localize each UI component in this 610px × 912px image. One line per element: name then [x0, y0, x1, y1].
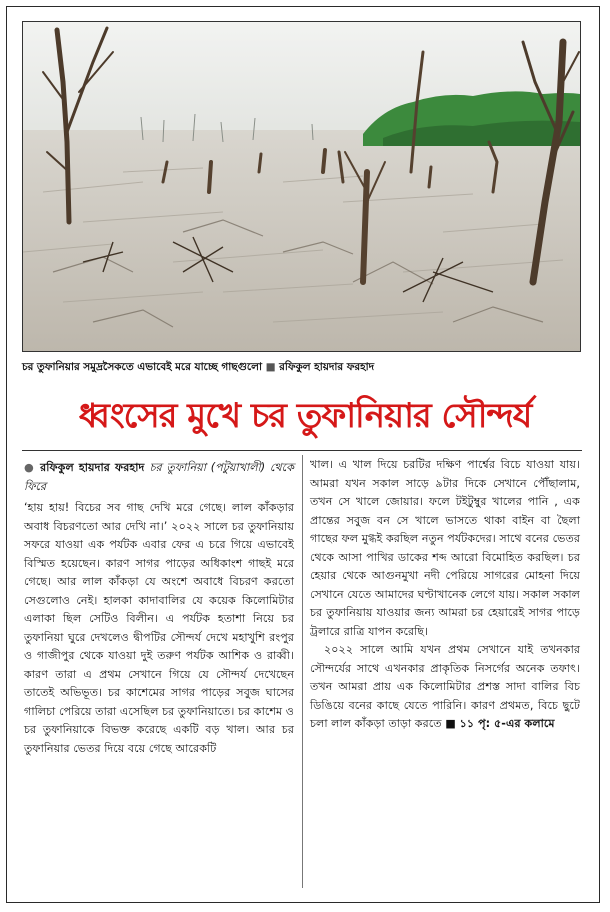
byline	[24, 459, 294, 496]
article-paragraph: ‘হায় হায়! বিচের সব গাছ দেখি মরে গেছে। লাল কাঁকড়ার অবাধ বিচরণতো আর দেখি না।’ ২০২২ সালে চর তুফানিয়ায় সফরে যাওয়া এক পর্যটক এবার ফের এ চরে গিয়ে এভাবেই বিস্মিত হয়েছেন। কারণ সাগর পাড়ের অধিকাংশ গাছই মরে গেছে। আর লাল কাঁকড়া যে অংশে অবাধে বিচরণ করতো সেগুলোও নেই। হালকা কাদাবালির যে কয়েক কিলোমিটার এলাকা ছিল সেটিও বিলীন। এ পর্যটক হতাশা নিয়ে চর তুফানিয়া ঘুরে দেখলেও দ্বীপটির সৌন্দর্য দেখে মহাখুশি রংপুর ও গাজীপুর থেকে যাওয়া দুই তরুণ পর্যটক আশিক ও রাব্বী। কারণ তারা এ প্রথম সেখানে গিয়ে যে সৌন্দর্য দেখেছেন তাতেই অভিভূত। চর কাশেমের সাগর পাড়ের সবুজ ঘাসের গালিচা পেরিয়ে তারা এসেছিল চর তুফানিয়াতে। চর কাশেম ও চর তুফানিয়াকে বিভক্ত করেছে একটি বড় খাল। আর চর তুফানিয়ার ভেতর দিয়ে বয়ে গেছে আরেকটি	[24, 501, 294, 755]
headline: ধ্বংসের মুখে চর তুফানিয়ার সৌন্দর্য	[78, 396, 532, 436]
byline-author: রফিকুল হায়দার ফরহাদ	[40, 461, 145, 474]
caption-credit: রফিকুল হায়দার ফরহাদ	[279, 361, 375, 373]
headline-rule	[22, 450, 582, 451]
article-paragraph	[310, 641, 580, 734]
article-paragraph: খাল। এ খাল দিয়ে চরটির দক্ষিণ পার্শ্বের বিচে যাওয়া যায়। আমরা যখন সকাল সাড়ে ৯টার দিকে সেখানে পৌঁছালাম, তখন সে খালে জোয়ার। ফলে টইটুম্বুর খালের পানি , এক প্রান্তের সবুজ বন সে খালে ভাসতে থাকা বাইন বা ছৈলা গাছের ফল মুগ্ধই করছিল নতুন পর্যটকদের। সাথে বনের ভেতর থেকে আসা পাখির ডাকের শব্দ আরো বিমোহিত করছিল। চর হেয়ার থেকে আগুনমুখা নদী পেরিয়ে সাগরের মোহনা দিয়ে সেখানে যেতে আমাদের ঘণ্টাখানেক লেগে যায়। সকাল সকাল চর তুফানিয়ায় যাওয়ার জন্য আমরা চর হেয়ারেই সাগর পাড়ে ট্রলারে রাত্রি যাপন করেছি।	[310, 458, 580, 638]
article-column-right	[310, 456, 580, 734]
article-photo	[22, 21, 581, 352]
article-paragraph-text: ২০২২ সালে আমি যখন প্রথম সেখানে যাই তখনকার সৌন্দর্যের সাথে এখনকার প্রাকৃতিক নিসর্গের অনেক তফাৎ। তখন আমরা প্রায় এক কিলোমিটার প্রশস্ত সাদা বালির বিচ ডিঙিয়ে বনের কাছে যেতে পারিনি। কারণ প্রথমত, বিচে ছুটে চলা লাল কাঁকড়া তাড়া করতে	[310, 643, 580, 730]
photo-caption	[22, 360, 582, 377]
byline-bullet: ●	[24, 461, 35, 474]
caption-bullet: ■	[265, 361, 276, 373]
column-divider	[302, 455, 303, 888]
caption-text: চর তুফানিয়ার সমুদ্রসৈকতে এভাবেই মরে যাচ্ছে গাছগুলো	[22, 361, 262, 373]
article-column-left	[24, 459, 294, 758]
beach-photo-illustration	[23, 22, 580, 351]
continuation-note[interactable]: ■ ১১ পৃ: ৫-এর কলামে	[445, 717, 555, 730]
byline-location: চর তুফানিয়া (পটুয়াখালী) থেকে ফিরে	[24, 461, 294, 493]
